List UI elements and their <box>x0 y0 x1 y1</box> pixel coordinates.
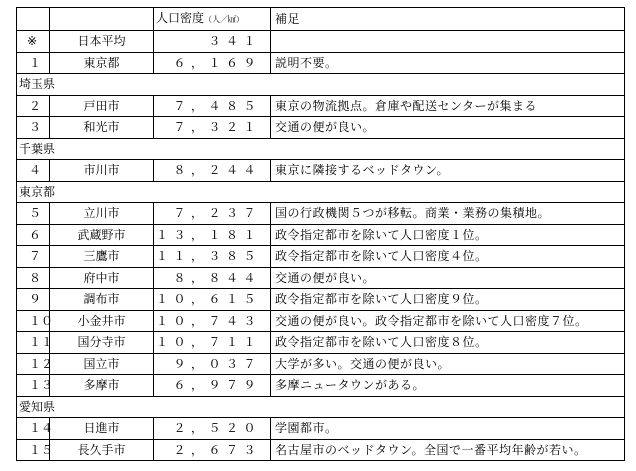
note: 政令指定都市を除いて人口密度４位。 <box>271 246 625 268</box>
table-row <box>17 52 625 74</box>
prefecture-name: 埼玉県 <box>17 74 625 96</box>
population-density: ８，２４４ <box>154 160 271 182</box>
population-density: ７，４８５ <box>154 95 271 117</box>
row-number: １５ <box>17 439 50 461</box>
row-number: ２ <box>17 95 50 117</box>
note: 交通の便が良い。 <box>271 267 625 289</box>
population-density: ９，０３７ <box>154 353 271 375</box>
row-number: ※ <box>17 31 50 53</box>
population-density: ２，５２０ <box>154 418 271 440</box>
table-row <box>17 203 625 225</box>
population-density: ６，９７９ <box>154 375 271 397</box>
city-name: 調布市 <box>50 289 154 311</box>
header-density-unit: （人／㎢） <box>204 15 245 24</box>
prefecture-name: 千葉県 <box>17 138 625 160</box>
row-number: ４ <box>17 160 50 182</box>
city-name: 日進市 <box>50 418 154 440</box>
city-name: 市川市 <box>50 160 154 182</box>
national-average-row <box>17 31 625 53</box>
table-row <box>17 310 625 332</box>
note: 多摩ニュータウンがある。 <box>271 375 625 397</box>
prefecture-row <box>17 74 625 96</box>
population-density: ８，８４４ <box>154 267 271 289</box>
city-name: 国立市 <box>50 353 154 375</box>
row-number: １３ <box>17 375 50 397</box>
prefecture-name: 愛知県 <box>17 396 625 418</box>
table-row <box>17 267 625 289</box>
note <box>271 31 625 53</box>
city-name: 和光市 <box>50 117 154 139</box>
row-number: ３ <box>17 117 50 139</box>
row-number: ７ <box>17 246 50 268</box>
note: 東京に隣接するベッドタウン。 <box>271 160 625 182</box>
prefecture-row <box>17 138 625 160</box>
note: 説明不要。 <box>271 52 625 74</box>
population-density: １０，７４３ <box>154 310 271 332</box>
city-name: 武蔵野市 <box>50 224 154 246</box>
note: 国の行政機関５つが移転。商業・業務の集積地。 <box>271 203 625 225</box>
city-name: 立川市 <box>50 203 154 225</box>
table-row <box>17 289 625 311</box>
note: 東京の物流拠点。倉庫や配送センターが集まる <box>271 95 625 117</box>
note: 学園都市。 <box>271 418 625 440</box>
table-row <box>17 332 625 354</box>
row-number: １４ <box>17 418 50 440</box>
density-table <box>16 7 625 461</box>
table-row <box>17 160 625 182</box>
prefecture-row <box>17 396 625 418</box>
population-density: １３，１８１ <box>154 224 271 246</box>
table-row <box>17 439 625 461</box>
note: 名古屋市のベッドタウン。全国で一番平均年齢が若い。 <box>271 439 625 461</box>
population-density: ２，６７３ <box>154 439 271 461</box>
header-no-cell <box>17 8 50 31</box>
population-density: ７，２３７ <box>154 203 271 225</box>
row-number: ６ <box>17 224 50 246</box>
row-number: １０ <box>17 310 50 332</box>
note: 政令指定都市を除いて人口密度９位。 <box>271 289 625 311</box>
city-name: 国分寺市 <box>50 332 154 354</box>
population-density: １０，６１５ <box>154 289 271 311</box>
table-row <box>17 246 625 268</box>
population-density: ３４１ <box>154 31 271 53</box>
row-number: １２ <box>17 353 50 375</box>
note: 交通の便が良い。 <box>271 117 625 139</box>
prefecture-row <box>17 181 625 203</box>
header-note-cell: 補足 <box>271 8 625 31</box>
row-number: ５ <box>17 203 50 225</box>
table-row <box>17 375 625 397</box>
table-row <box>17 117 625 139</box>
city-name: 小金井市 <box>50 310 154 332</box>
prefecture-name: 東京都 <box>17 181 625 203</box>
population-density: １１，３８５ <box>154 246 271 268</box>
city-name: 府中市 <box>50 267 154 289</box>
city-name: 日本平均 <box>50 31 154 53</box>
table-row <box>17 353 625 375</box>
note: 政令指定都市を除いて人口密度１位。 <box>271 224 625 246</box>
row-number: １ <box>17 52 50 74</box>
row-number: １１ <box>17 332 50 354</box>
header-density-cell <box>154 8 271 31</box>
city-name: 東京都 <box>50 52 154 74</box>
table-row <box>17 95 625 117</box>
city-name: 長久手市 <box>50 439 154 461</box>
table-row <box>17 224 625 246</box>
population-density: １０，７１１ <box>154 332 271 354</box>
city-name: 三鷹市 <box>50 246 154 268</box>
header-row <box>17 8 625 31</box>
city-name: 多摩市 <box>50 375 154 397</box>
note: 大学が多い。交通の便が良い。 <box>271 353 625 375</box>
city-name: 戸田市 <box>50 95 154 117</box>
population-density: ７，３２１ <box>154 117 271 139</box>
header-city-cell <box>50 8 154 31</box>
table-row <box>17 418 625 440</box>
row-number: ８ <box>17 267 50 289</box>
note: 交通の便が良い。政令指定都市を除いて人口密度７位。 <box>271 310 625 332</box>
note: 政令指定都市を除いて人口密度８位。 <box>271 332 625 354</box>
header-density-label: 人口密度 <box>156 11 205 25</box>
population-density: ６，１６９ <box>154 52 271 74</box>
row-number: ９ <box>17 289 50 311</box>
